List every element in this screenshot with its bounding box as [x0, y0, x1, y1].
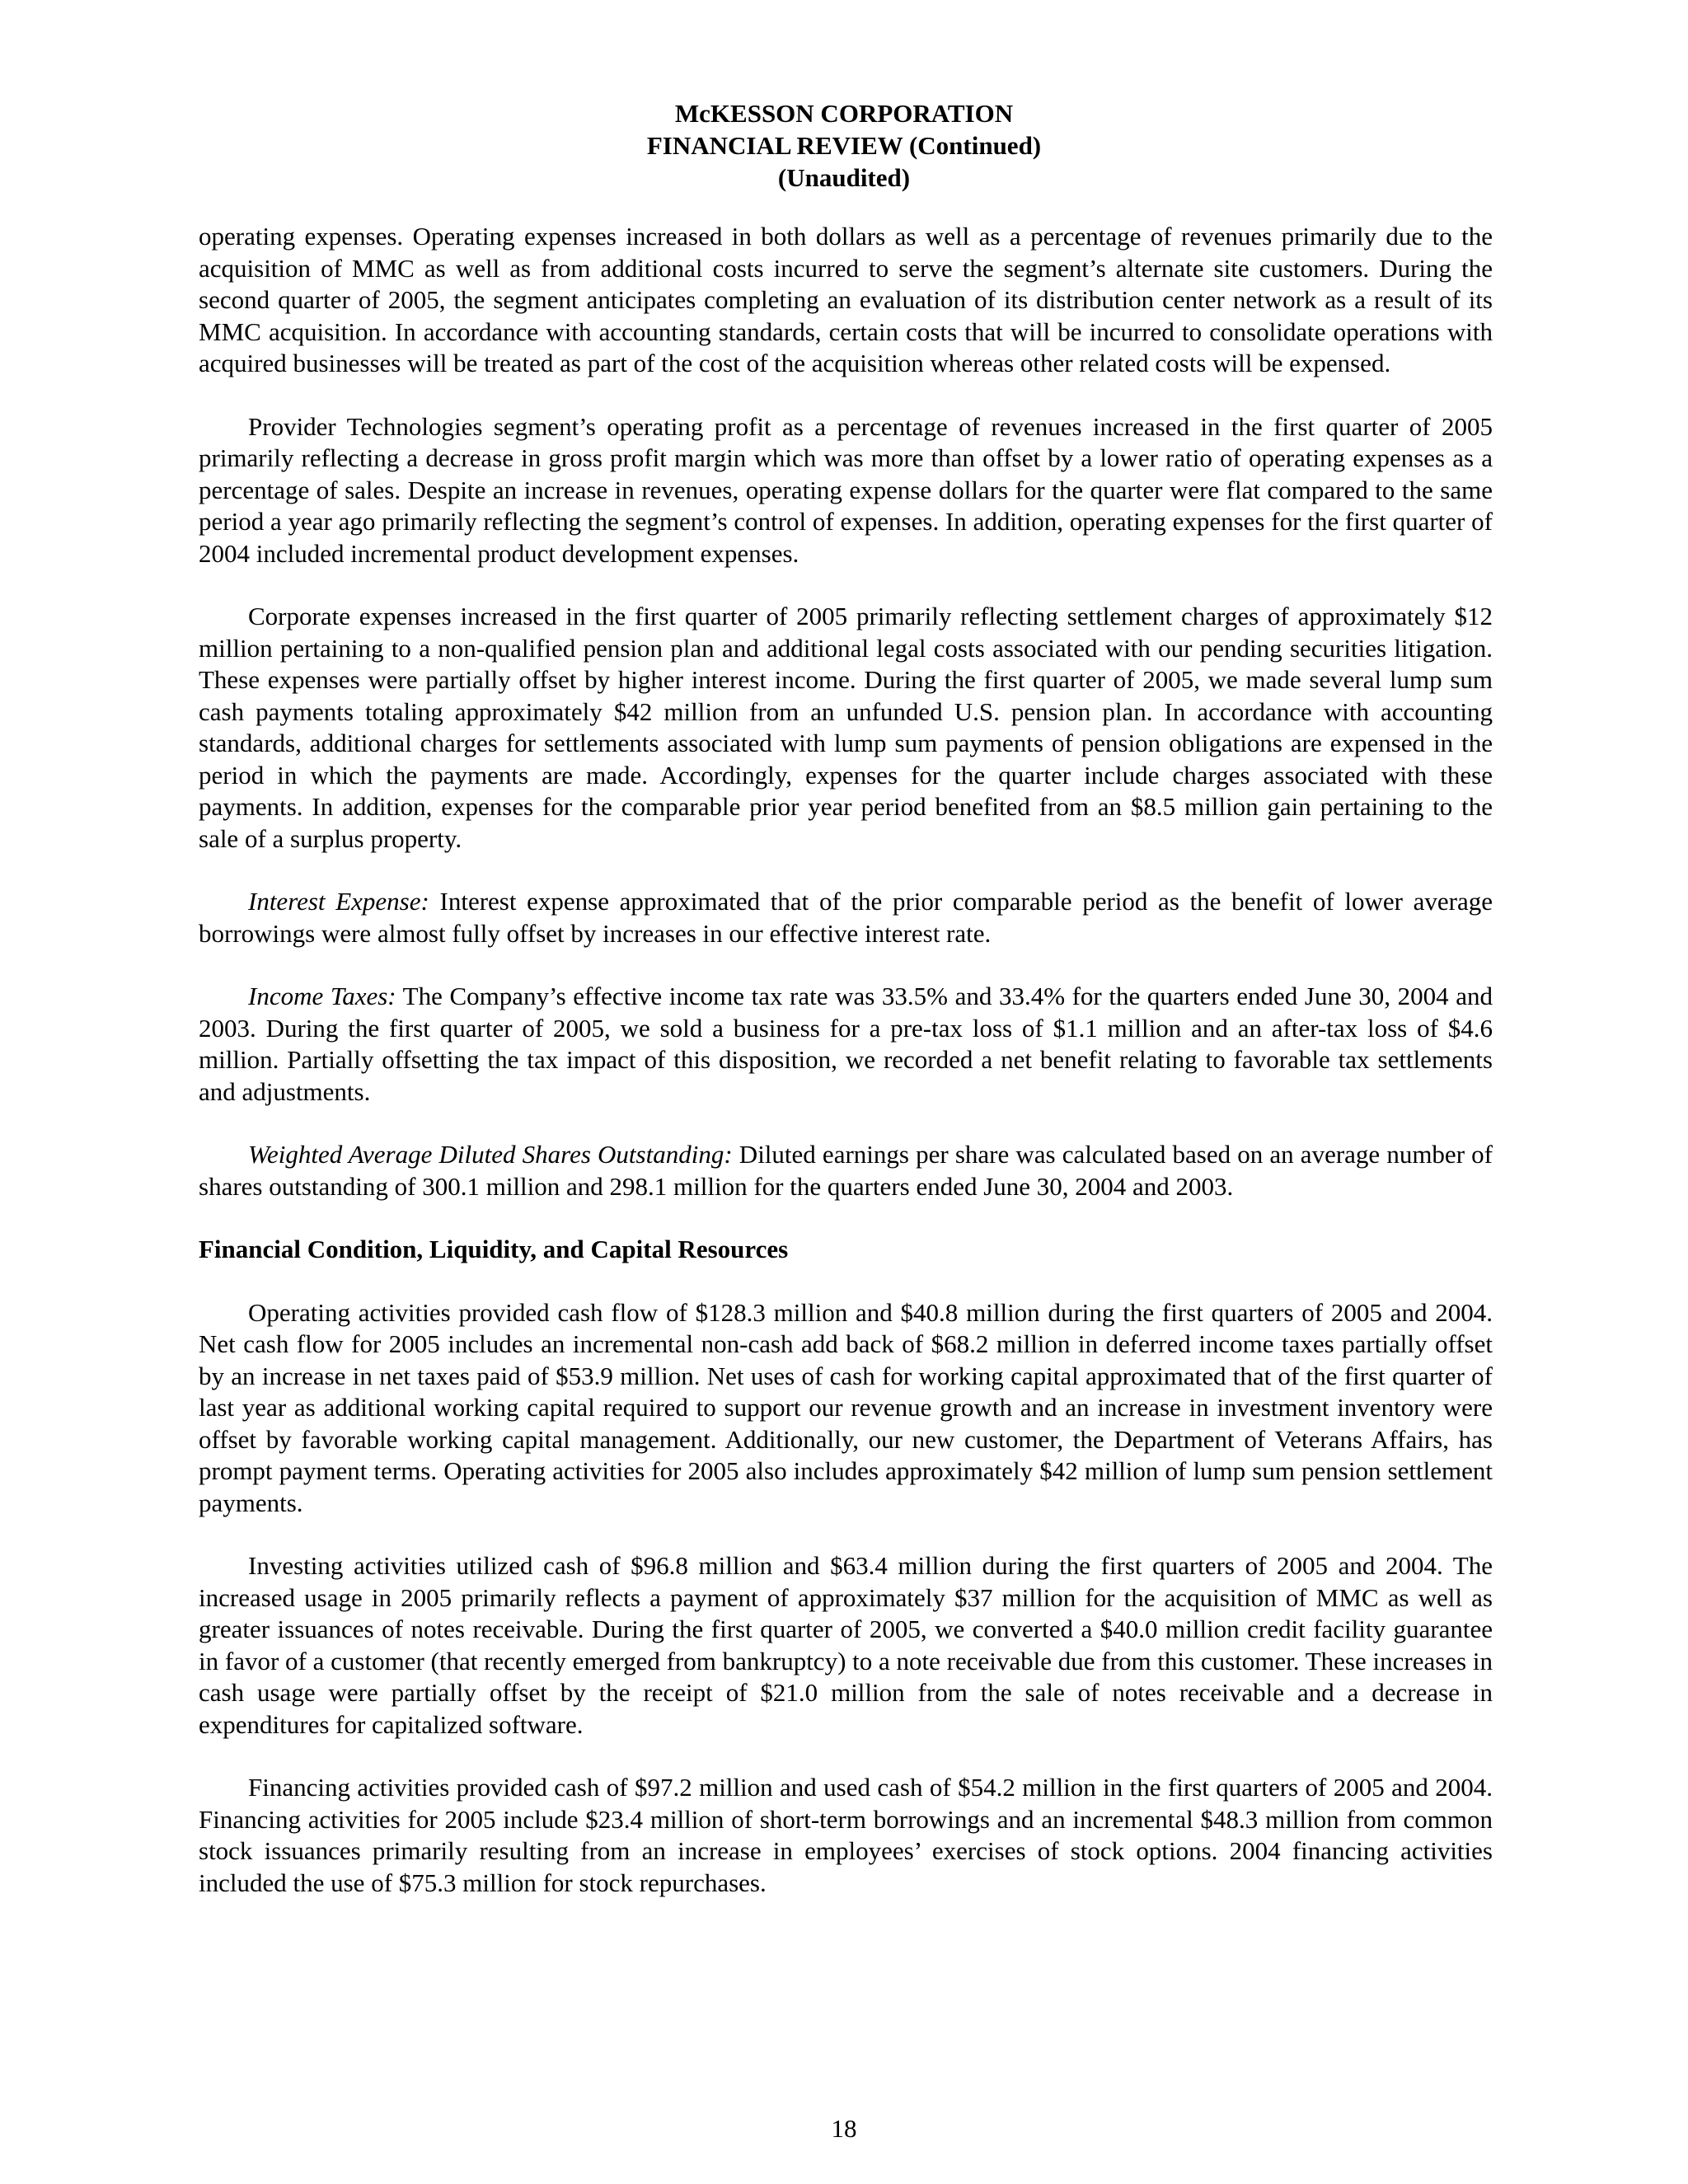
paragraph-investing-activities: Investing activities utilized cash of $96.8 million and $63.4 million during the first quarters of 2005 and 2004. The increased usage in 2005 primarily reflects a payment of approximately $37 million for the acquisition of MMC as well as greater issuances of notes receivable. During the first quarter of 2005, we converted a $40.0 million credit facility guarantee in favor of a customer (that recently emerged from bankruptcy) to a note receivable due from this customer. These increases in cash usage were partially offset by the receipt of $21.0 million from the sale of notes receivable and a decrease in expenditures for capitalized software. — [199, 1551, 1493, 1739]
paragraph-provider-technologies: Provider Technologies segment’s operating profit as a percentage of revenues increased in the first quarter of 2005 primarily reflecting a decrease in gross profit margin which was more than offset by a lower ratio of operating expenses as a percentage of sales. Despite an increase in revenues, operating expense dollars for the quarter were flat compared to the same period a year ago primarily reflecting the segment’s control of expenses. In addition, operating expenses for the first quarter of 2004 included incremental product development expenses. — [199, 411, 1493, 568]
interest-expense-label: Interest Expense: — [248, 887, 429, 916]
paragraph-corporate-expenses: Corporate expenses increased in the first quarter of 2005 primarily reflecting settlement charges of approximately $12 million pertaining to a non-qualified pension plan and additional legal costs associated with our pending securities litigation. These expenses were partially offset by higher interest income. During the first quarter of 2005, we made several lump sum cash payments totaling approximately $42 million from an unfunded U.S. pension plan. In accordance with accounting standards, additional charges for settlements associated with lump sum payments of pension obligations are expensed in the period in which the payments are made. Accordingly, expenses for the quarter include charges associated with these payments. In addition, expenses for the comparable prior year period benefited from an $8.5 million gain pertaining to the sale of a surplus property. — [199, 602, 1493, 853]
interest-expense-text: Interest expense approximated that of the prior comparable period as the benefit of lower average borrowings were almost fully offset by increases in our effective interest rate. — [199, 887, 1493, 948]
page-header — [0, 97, 1688, 194]
page-number: 18 — [831, 2114, 857, 2143]
document-body — [199, 221, 1493, 1930]
income-taxes-text: The Company’s effective income tax rate was 33.5% and 33.4% for the quarters ended June 30, 2004 and 2003. During the first quarter of 2005, we sold a business for a pre-tax loss of $1.1 million and an after-tax loss of $4.6 million. Partially offsetting the tax impact of this disposition, we recorded a net benefit relating to favorable tax settlements and adjustments. — [199, 982, 1493, 1106]
report-title: FINANCIAL REVIEW (Continued) — [646, 131, 1042, 160]
diluted-shares-text: Diluted earnings per share was calculated based on an average number of shares outstanding of 300.1 million and 298.1 million for the quarters ended June 30, 2004 and 2003. — [199, 1140, 1493, 1201]
income-taxes-label: Income Taxes: — [248, 982, 396, 1010]
audit-status: (Unaudited) — [777, 163, 911, 192]
paragraph-interest-expense — [199, 886, 1493, 949]
paragraph-financing-activities: Financing activities provided cash of $97.2 million and used cash of $54.2 million in the first quarters of 2005 and 2004. Financing activities for 2005 include $23.4 million of short-term borrowings and an incremental $48.3 million from common stock issuances primarily resulting from an increase in employees’ exercises of stock options. 2004 financing activities included the use of $75.3 million for stock repurchases. — [199, 1773, 1493, 1897]
paragraph-diluted-shares — [199, 1139, 1493, 1202]
paragraph-income-taxes — [199, 981, 1493, 1108]
paragraph-operating-activities: Operating activities provided cash flow of $128.3 million and $40.8 million during the first quarters of 2005 and 2004. Net cash flow for 2005 includes an incremental non-cash add back of $68.2 million in deferred income taxes partially offset by an increase in net taxes paid of $53.9 million. Net uses of cash for working capital approximated that of the first quarter of last year as additional working capital required to support our revenue growth and an increase in investment inventory were offset by favorable working capital management. Additionally, our new customer, the Department of Veterans Affairs, has prompt payment terms. Operating activities for 2005 also includes approximately $42 million of lump sum pension settlement payments. — [199, 1297, 1493, 1517]
diluted-shares-label: Weighted Average Diluted Shares Outstanding: — [248, 1140, 733, 1169]
paragraph-operating-expenses: operating expenses. Operating expenses increased in both dollars as well as a percentage of revenues primarily due to the acquisition of MMC as well as from additional costs incurred to serve the segment’s alternate site customers. During the second quarter of 2005, the segment anticipates completing an evaluation of its distribution center network as a result of its MMC acquisition. In accordance with accounting standards, certain costs that will be incurred to consolidate operations with acquired businesses will be treated as part of the cost of the acquisition whereas other related costs will be expensed. — [199, 222, 1493, 377]
section-heading: Financial Condition, Liquidity, and Capital Resources — [199, 1235, 789, 1263]
company-name: McKESSON CORPORATION — [674, 99, 1014, 128]
